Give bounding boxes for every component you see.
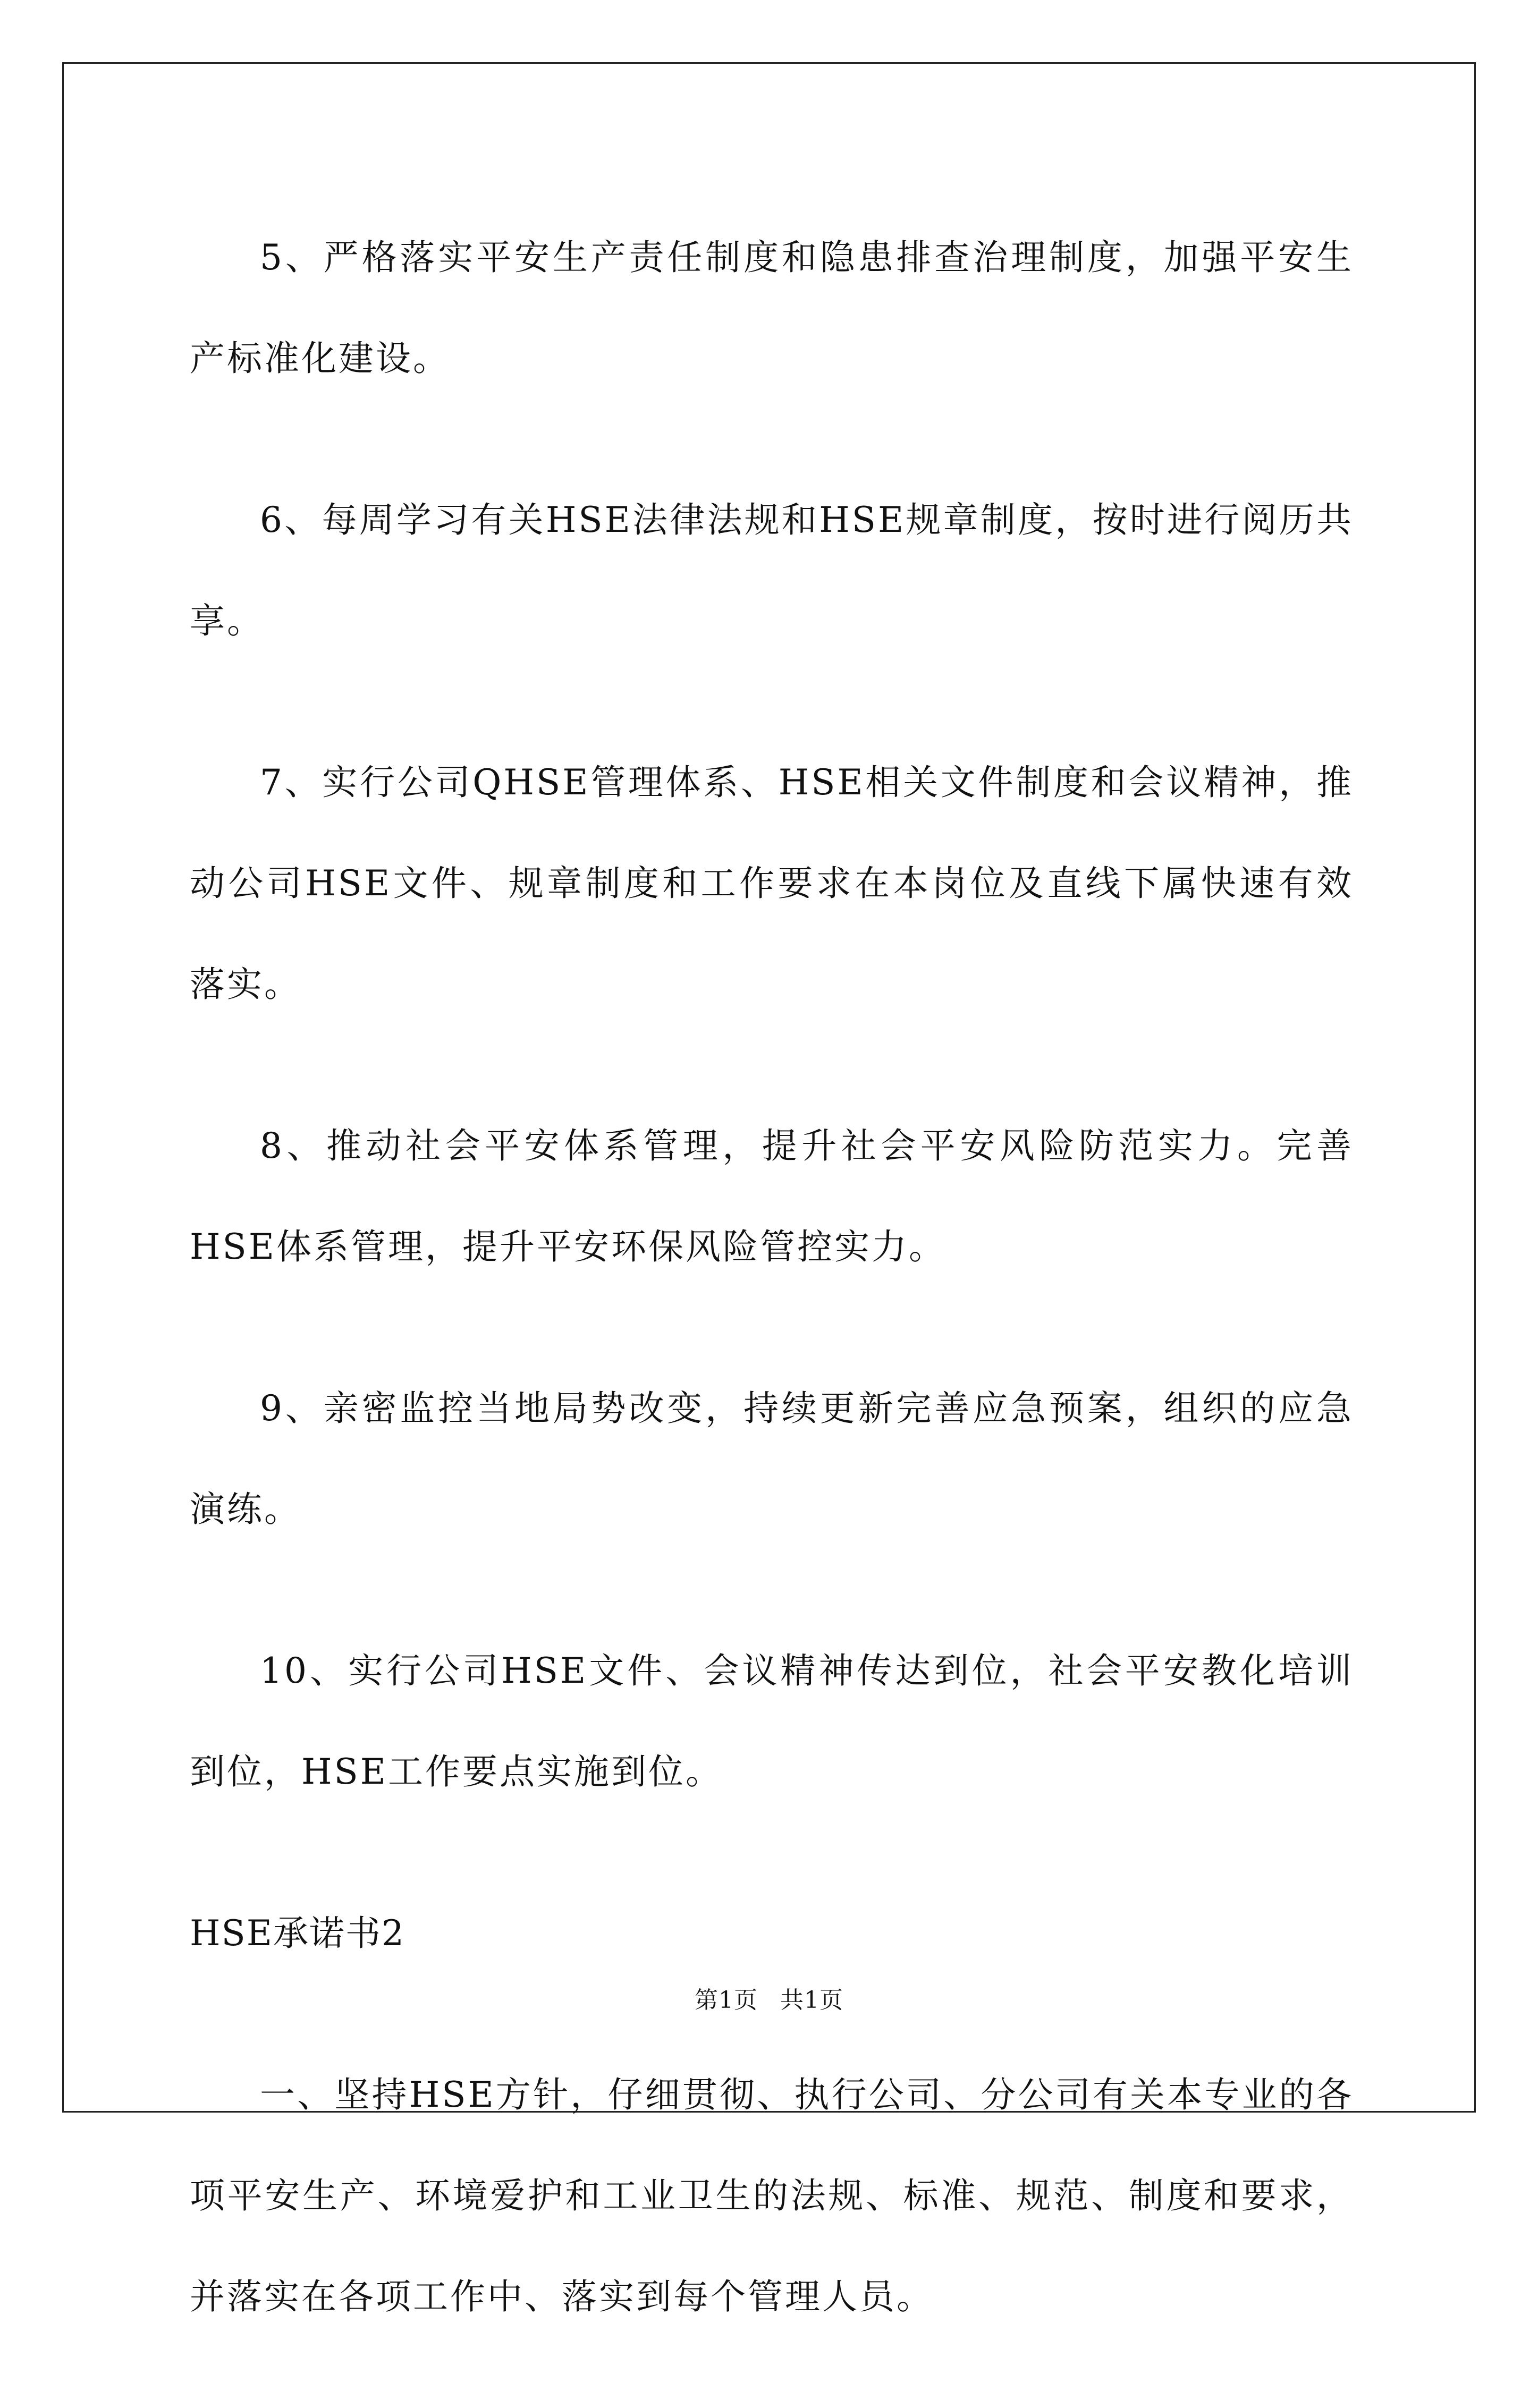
paragraph-item-8: 8、推动社会平安体系管理，提升社会平安风险防范实力。完善HSE体系管理，提升平安环保风险管控实力。 <box>190 1125 1354 1267</box>
page-total: 共1页 <box>780 1987 843 2014</box>
paragraph-item-10: 10、实行公司HSE文件、会议精神传达到位，社会平安教化培训到位，HSE工作要点实施到位。 <box>190 1650 1354 1792</box>
section-heading: HSE承诺书2 <box>190 1913 405 1954</box>
document-body <box>190 207 1354 2408</box>
paragraph-item-one: 一、坚持HSE方针，仔细贯彻、执行公司、分公司有关本专业的各项平安生产、环境爱护和工业卫生的法规、标准、规范、制度和要求，并落实在各项工作中、落实到每个管理人员。 <box>190 2074 1354 2317</box>
paragraph-item-5: 5、严格落实平安生产责任制度和隐患排查治理制度，加强平安生产标准化建设。 <box>190 237 1354 379</box>
paragraph-item-6: 6、每周学习有关HSE法律法规和HSE规章制度，按时进行阅历共享。 <box>190 499 1354 641</box>
paragraph-item-7: 7、实行公司QHSE管理体系、HSE相关文件制度和会议精神，推动公司HSE文件、规章制度和工作要求在本岗位及直线下属快速有效落实。 <box>190 762 1354 1005</box>
page-footer <box>0 1985 1538 2016</box>
paragraph-item-9: 9、亲密监控当地局势改变，持续更新完善应急预案，组织的应急演练。 <box>190 1388 1354 1530</box>
page-number: 第1页 <box>695 1987 758 2014</box>
